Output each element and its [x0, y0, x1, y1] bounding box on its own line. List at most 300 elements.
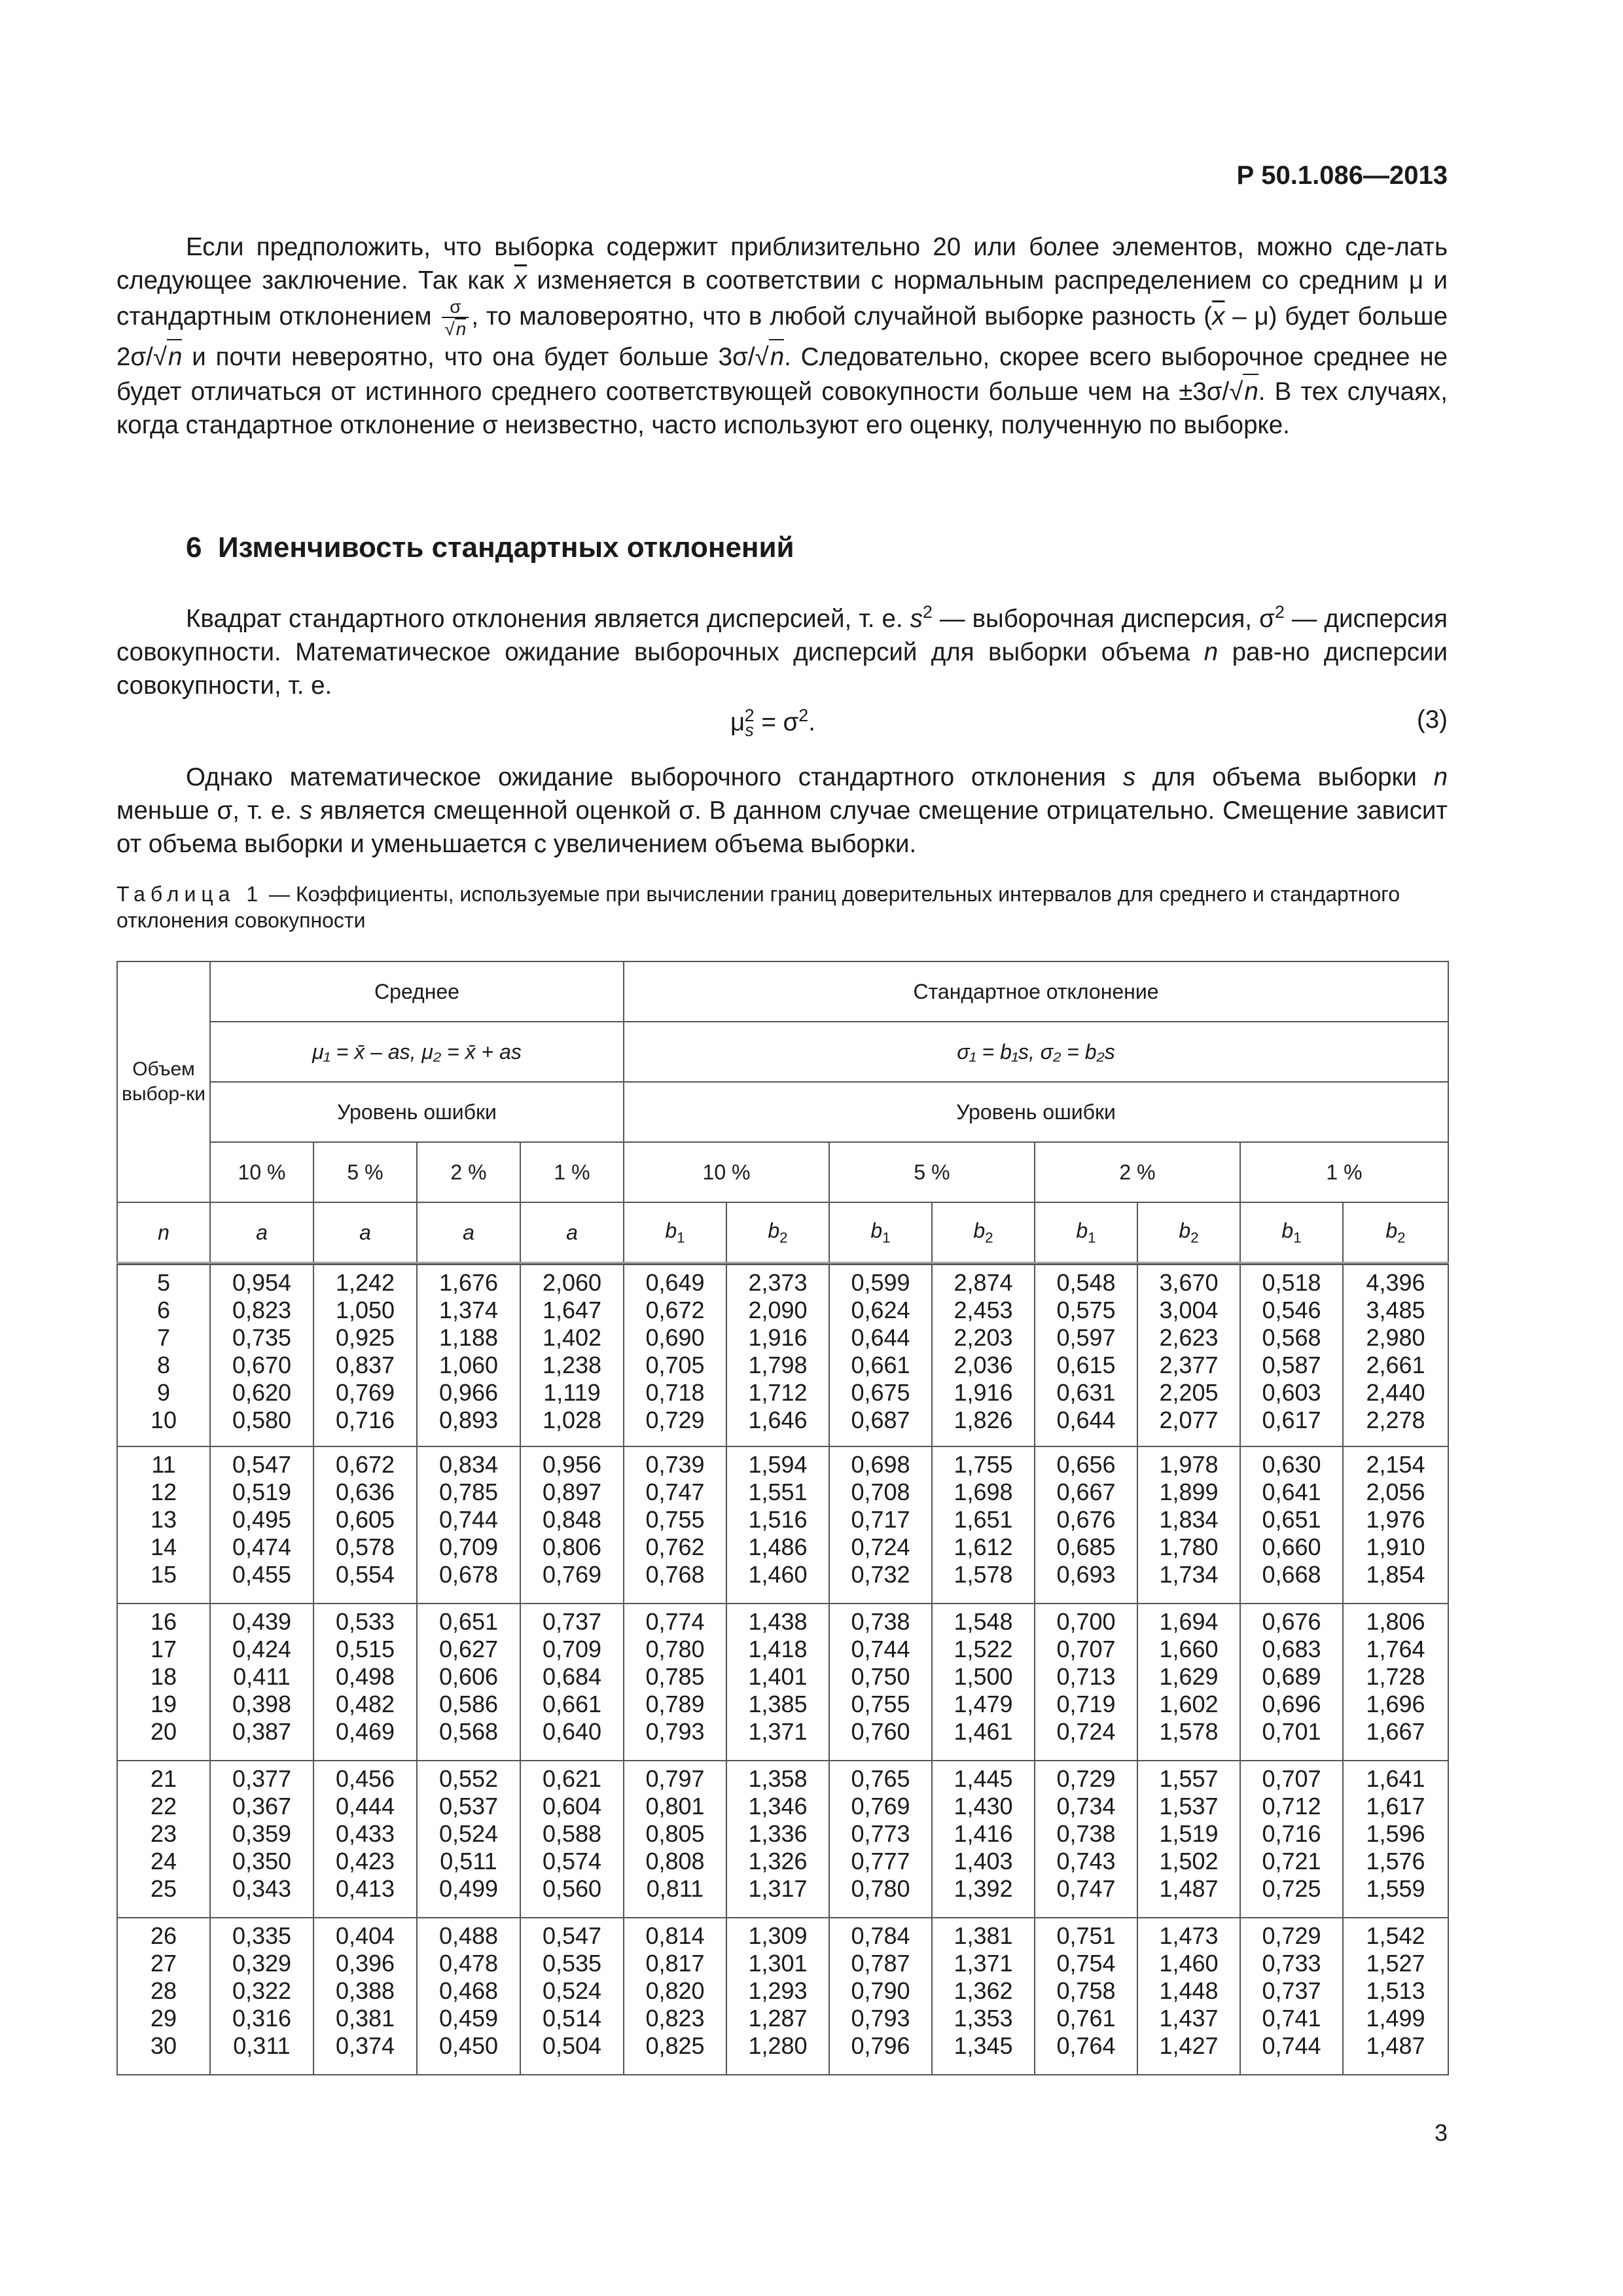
coefficient-value: 1,596 [1366, 1820, 1425, 1847]
coefficient-value: 0,701 [1262, 1718, 1321, 1745]
coefficient-value: 1,629 [1159, 1663, 1219, 1690]
coefficient-value: 0,738 [1056, 1820, 1116, 1847]
coefficient-value: 0,808 [645, 1848, 705, 1874]
coefficient-value: 0,404 [335, 1922, 395, 1949]
coefficient-value: 1,479 [954, 1691, 1013, 1717]
coefficient-value: 1,499 [1366, 2005, 1425, 2032]
coefficient-cell [520, 1918, 624, 2075]
coefficient-value: 0,709 [542, 1636, 602, 1662]
coefficient-value: 0,698 [851, 1451, 910, 1478]
coefficient-value: 1,578 [954, 1561, 1013, 1588]
coefficient-value: 0,780 [851, 1875, 910, 1902]
coefficient-value: 1,358 [748, 1765, 808, 1792]
coefficient-value: 0,474 [232, 1534, 292, 1560]
coefficient-value: 2,056 [1366, 1479, 1425, 1505]
header-symbol-b2: $b_2$ [1343, 1202, 1448, 1263]
coefficient-value: 1,293 [748, 1977, 808, 2004]
header-std-formula: σ₁ = b₁s, σ₂ = b₂s [624, 1022, 1448, 1082]
coefficient-value: 2,373 [748, 1269, 808, 1296]
sample-size-value: 21 [150, 1765, 177, 1792]
table-row-group [117, 1446, 1448, 1604]
coefficient-value: 0,548 [1056, 1269, 1116, 1296]
formula-body: $\mu_s^2 = \sigma^2$. [730, 706, 815, 740]
coefficient-value: 0,672 [645, 1297, 705, 1323]
header-error-level-mean: Уровень ошибки [210, 1082, 624, 1142]
coefficient-cell [1035, 1761, 1137, 1918]
header-level: 5 % [313, 1142, 417, 1202]
coefficient-value: 0,712 [1262, 1793, 1321, 1820]
coefficient-value: 0,651 [1262, 1506, 1321, 1533]
coefficient-value: 0,708 [851, 1479, 910, 1505]
coefficient-value: 1,651 [954, 1506, 1013, 1533]
coefficient-value: 1,578 [1159, 1718, 1219, 1745]
coefficient-value: 0,834 [438, 1451, 499, 1478]
coefficient-value: 0,644 [851, 1324, 910, 1351]
sample-size-value: 6 [156, 1297, 171, 1323]
coefficient-value: 0,604 [542, 1793, 602, 1820]
coefficient-value: 2,377 [1159, 1352, 1219, 1378]
coefficient-value: 1,696 [1366, 1691, 1425, 1717]
coefficient-value: 2,036 [954, 1352, 1013, 1378]
coefficient-cell [932, 1604, 1035, 1761]
coefficient-value: 1,647 [542, 1297, 602, 1323]
coefficient-value: 0,760 [851, 1718, 910, 1745]
coefficient-value: 0,687 [851, 1407, 910, 1433]
coefficient-cell [520, 1604, 624, 1761]
sample-size-value: 23 [150, 1820, 177, 1847]
coefficient-value: 1,527 [1366, 1950, 1425, 1977]
coefficient-value: 0,387 [232, 1718, 292, 1745]
coefficient-cell [520, 1761, 624, 1918]
coefficient-cell [932, 1761, 1035, 1918]
coefficient-value: 0,705 [645, 1352, 705, 1378]
coefficient-value: 0,823 [645, 2005, 705, 2032]
coefficient-value: 0,661 [851, 1352, 910, 1378]
header-symbol-b2: $b_2$ [1137, 1202, 1240, 1263]
sample-size-value: 24 [150, 1848, 177, 1874]
coefficient-value: 1,371 [954, 1950, 1013, 1977]
coefficient-value: 1,660 [1159, 1636, 1219, 1662]
coefficient-value: 4,396 [1366, 1269, 1425, 1296]
coefficient-value: 1,401 [748, 1663, 808, 1690]
coefficient-value: 0,790 [851, 1977, 910, 2004]
coefficient-value: 0,649 [645, 1269, 705, 1296]
coefficient-value: 0,738 [851, 1608, 910, 1635]
coefficient-value: 1,617 [1366, 1793, 1425, 1820]
coefficient-value: 3,004 [1159, 1297, 1219, 1323]
coefficient-value: 0,690 [645, 1324, 705, 1351]
coefficient-value: 0,966 [438, 1379, 499, 1406]
coefficient-value: 0,667 [1056, 1479, 1116, 1505]
coefficient-cell [210, 1918, 313, 2075]
coefficient-value: 0,495 [232, 1506, 292, 1533]
coefficient-value: 1,392 [954, 1875, 1013, 1902]
coefficient-cell [1343, 1265, 1448, 1446]
coefficient-value: 1,336 [748, 1820, 808, 1847]
coefficient-value: 1,519 [1159, 1820, 1219, 1847]
header-level: 10 % [624, 1142, 829, 1202]
document-code: Р 50.1.086—2013 [1236, 161, 1448, 190]
coefficient-value: 2,278 [1366, 1407, 1425, 1433]
coefficient-value: 0,755 [851, 1691, 910, 1717]
coefficient-value: 1,345 [954, 2032, 1013, 2059]
sample-size-value: 18 [150, 1663, 177, 1690]
coefficient-value: 0,823 [232, 1297, 292, 1323]
coefficient-value: 0,640 [542, 1718, 602, 1745]
coefficient-value: 3,485 [1366, 1297, 1425, 1323]
coefficient-value: 0,631 [1056, 1379, 1116, 1406]
coefficient-value: 0,721 [1262, 1848, 1321, 1874]
coefficient-cell [624, 1446, 726, 1604]
coefficient-value: 1,559 [1366, 1875, 1425, 1902]
coefficient-value: 1,500 [954, 1663, 1013, 1690]
coefficient-cell [829, 1761, 932, 1918]
coefficient-value: 1,502 [1159, 1848, 1219, 1874]
header-symbol-n: n [117, 1202, 210, 1263]
page-number: 3 [1434, 2119, 1448, 2146]
coefficient-value: 1,712 [748, 1379, 808, 1406]
coefficient-value: 1,238 [542, 1352, 602, 1378]
coefficient-value: 0,724 [1056, 1718, 1116, 1745]
coefficient-value: 1,548 [954, 1608, 1013, 1635]
sample-size-value: 7 [156, 1324, 171, 1351]
coefficient-value: 0,734 [1056, 1793, 1116, 1820]
table-row-group [117, 1761, 1448, 1918]
coefficient-value: 0,586 [438, 1691, 499, 1717]
coefficient-value: 0,724 [851, 1534, 910, 1560]
coefficient-value: 1,371 [748, 1718, 808, 1745]
header-level: 2 % [1035, 1142, 1240, 1202]
coefficient-cell [210, 1265, 313, 1446]
coefficient-value: 1,280 [748, 2032, 808, 2059]
coefficient-value: 0,322 [232, 1977, 292, 2004]
coefficient-cell [313, 1446, 417, 1604]
header-symbol-b1: $b_1$ [829, 1202, 932, 1263]
coefficient-value: 0,335 [232, 1922, 292, 1949]
coefficient-value: 0,750 [851, 1663, 910, 1690]
coefficient-cell [1240, 1604, 1343, 1761]
coefficient-value: 0,797 [645, 1765, 705, 1792]
coefficient-cell [1035, 1446, 1137, 1604]
coefficient-value: 0,672 [335, 1451, 395, 1478]
coefficient-value: 0,574 [542, 1848, 602, 1874]
coefficient-value: 0,367 [232, 1793, 292, 1820]
coefficient-cell [1137, 1265, 1240, 1446]
paragraph-sample-mean: Если предположить, что выборка содержит приблизительно 20 или более элементов, можно сде-лать следующее заключение. Так как $\overline{x}$ изменяется в соответствии с нормальным распределением со средним μ и стандартным отклонением $\frac{\sigma}{√n}$ , то маловероятно, что в любой случайной выборке разность $(\overline{x} - \mu)$ будет больше 2σ/√n и почти невероятно, что она будет больше 3σ/√n. Следовательно, скорее всего выборочное среднее не будет отличаться от истинного среднего соответствующей совокупности больше чем на ±3σ/√n. В тех случаях, когда стандартное отклонение σ неизвестно, часто используют его оценку, полученную по выборке. [116, 233, 1448, 439]
table-row-group [117, 1265, 1448, 1446]
coefficient-value: 0,785 [645, 1663, 705, 1690]
coefficient-cell [624, 1604, 726, 1761]
coefficient-value: 0,683 [1262, 1636, 1321, 1662]
coefficient-cell [417, 1446, 520, 1604]
coefficient-value: 2,203 [954, 1324, 1013, 1351]
coefficient-cell [624, 1265, 726, 1446]
coefficient-value: 0,817 [645, 1950, 705, 1977]
coefficient-value: 1,374 [438, 1297, 499, 1323]
coefficient-value: 0,606 [438, 1663, 499, 1690]
coefficient-cell [726, 1265, 829, 1446]
coefficient-value: 0,700 [1056, 1608, 1116, 1635]
coefficient-value: 0,954 [232, 1269, 292, 1296]
header-mean-formula: μ₁ = x̄ – as, μ₂ = x̄ + as [210, 1022, 624, 1082]
coefficient-value: 0,685 [1056, 1534, 1116, 1560]
coefficient-value: 0,729 [1056, 1765, 1116, 1792]
coefficient-value: 0,793 [645, 1718, 705, 1745]
coefficient-value: 2,980 [1366, 1324, 1425, 1351]
coefficient-value: 1,602 [1159, 1691, 1219, 1717]
coefficient-value: 0,444 [335, 1793, 395, 1820]
sample-size-value: 11 [151, 1451, 176, 1478]
coefficient-value: 0,717 [851, 1506, 910, 1533]
coefficient-cell [313, 1265, 417, 1446]
coefficient-value: 0,660 [1262, 1534, 1321, 1560]
coefficient-value: 1,646 [748, 1407, 808, 1433]
coefficient-value: 1,362 [954, 1977, 1013, 2004]
coefficient-value: 0,537 [438, 1793, 499, 1820]
coefficient-value: 1,576 [1366, 1848, 1425, 1874]
coefficient-cell [624, 1918, 726, 2075]
coefficient-value: 0,482 [335, 1691, 395, 1717]
coefficient-value: 1,755 [954, 1451, 1013, 1478]
coefficient-value: 0,718 [645, 1379, 705, 1406]
coefficient-value: 1,119 [543, 1379, 601, 1406]
coefficient-value: 0,893 [438, 1407, 499, 1433]
sample-size-value: 13 [150, 1506, 177, 1533]
coefficient-value: 0,515 [335, 1636, 395, 1662]
header-std: Стандартное отклонение [624, 961, 1448, 1022]
coefficient-cell [313, 1761, 417, 1918]
header-symbol-a: a [417, 1202, 520, 1263]
coefficient-value: 0,747 [645, 1479, 705, 1505]
coefficient-value: 0,547 [542, 1922, 602, 1949]
coefficient-value: 0,814 [645, 1922, 705, 1949]
coefficient-value: 0,396 [335, 1950, 395, 1977]
coefficient-value: 0,762 [645, 1534, 705, 1560]
coefficient-value: 0,644 [1056, 1407, 1116, 1433]
sample-size-value: 15 [150, 1561, 177, 1588]
coefficient-value: 0,848 [542, 1506, 602, 1533]
header-symbol-b2: $b_2$ [932, 1202, 1035, 1263]
coefficient-value: 1,430 [954, 1793, 1013, 1820]
coefficient-cell [1035, 1918, 1137, 2075]
coefficient-cell [313, 1918, 417, 2075]
coefficient-value: 2,060 [542, 1269, 602, 1296]
coefficient-cell [1137, 1604, 1240, 1761]
coefficient-value: 0,511 [440, 1848, 497, 1874]
header-symbol-b2: $b_2$ [726, 1202, 829, 1263]
coefficient-cell [417, 1918, 520, 2075]
coefficient-cell [829, 1446, 932, 1604]
sample-size-value: 10 [150, 1407, 177, 1433]
header-level: 1 % [1240, 1142, 1448, 1202]
coefficient-value: 0,744 [1262, 2032, 1321, 2059]
coefficient-value: 0,741 [1262, 2005, 1321, 2032]
coefficient-cell [417, 1265, 520, 1446]
coefficient-value: 1,694 [1159, 1608, 1219, 1635]
coefficient-value: 0,837 [335, 1352, 395, 1378]
coefficient-value: 0,469 [335, 1718, 395, 1745]
coefficient-cell [1240, 1918, 1343, 2075]
coefficient-value: 0,455 [232, 1561, 292, 1588]
coefficient-value: 1,437 [1159, 2005, 1219, 2032]
coefficient-cell [313, 1604, 417, 1761]
coefficient-value: 0,424 [232, 1636, 292, 1662]
coefficient-value: 0,925 [335, 1324, 395, 1351]
coefficient-value: 1,353 [954, 2005, 1013, 2032]
coefficient-value: 1,460 [748, 1561, 808, 1588]
coefficient-value: 1,537 [1159, 1793, 1219, 1820]
coefficient-value: 0,784 [851, 1922, 910, 1949]
sample-size-value: 29 [150, 2005, 177, 2032]
header-symbol-b1: $b_1$ [1240, 1202, 1343, 1263]
coefficient-value: 0,744 [851, 1636, 910, 1662]
coefficient-value: 0,696 [1262, 1691, 1321, 1717]
coefficient-value: 0,751 [1056, 1922, 1116, 1949]
coefficient-value: 0,388 [335, 1977, 395, 2004]
coefficient-cell [1137, 1918, 1240, 2075]
coefficient-value: 0,769 [335, 1379, 395, 1406]
coefficient-value: 2,440 [1366, 1379, 1425, 1406]
coefficient-value: 0,713 [1056, 1663, 1116, 1690]
coefficient-value: 0,350 [232, 1848, 292, 1874]
coefficient-value: 0,719 [1056, 1691, 1116, 1717]
header-symbol-b1: $b_1$ [1035, 1202, 1137, 1263]
coefficient-value: 1,551 [748, 1479, 808, 1505]
coefficient-value: 0,675 [851, 1379, 910, 1406]
coefficient-value: 0,547 [232, 1451, 292, 1478]
coefficient-value: 0,624 [851, 1297, 910, 1323]
coefficient-value: 0,651 [438, 1608, 499, 1635]
coefficient-value: 0,789 [645, 1691, 705, 1717]
table-body [117, 1265, 1448, 2075]
coefficient-value: 0,514 [542, 2005, 602, 2032]
coefficient-value: 1,381 [954, 1922, 1013, 1949]
coefficient-value: 1,910 [1366, 1534, 1425, 1560]
coefficient-value: 0,725 [1262, 1875, 1321, 1902]
coefficient-value: 0,374 [335, 2032, 395, 2059]
coefficient-value: 0,630 [1262, 1451, 1321, 1478]
coefficient-value: 0,764 [1056, 2032, 1116, 2059]
coefficient-value: 0,787 [851, 1950, 910, 1977]
coefficient-value: 0,504 [542, 2032, 602, 2059]
coefficient-value: 1,516 [748, 1506, 808, 1533]
coefficient-value: 0,744 [438, 1506, 499, 1533]
coefficient-cell [726, 1446, 829, 1604]
coefficient-value: 0,533 [335, 1608, 395, 1635]
coefficient-value: 0,806 [542, 1534, 602, 1560]
coefficient-value: 1,612 [954, 1534, 1013, 1560]
sample-size-value: 22 [150, 1793, 177, 1820]
coefficient-value: 0,398 [232, 1691, 292, 1717]
coefficient-cell [1240, 1761, 1343, 1918]
header-symbol-a: a [313, 1202, 417, 1263]
coefficient-value: 2,205 [1159, 1379, 1219, 1406]
coefficient-value: 1,542 [1366, 1922, 1425, 1949]
coefficient-value: 2,874 [954, 1269, 1013, 1296]
paragraph-variance: Квадрат стандартного отклонения является дисперсией, т. е. $s^2$ — выборочная дисперсия, $\sigma^2$ — дисперсия совокупности. Математическое ожидание выборочных дисперсий для выборки объема n рав-но дисперсии совокупности, т. е. [116, 602, 1448, 700]
coefficient-value: 1,448 [1159, 1977, 1219, 2004]
coefficient-value: 0,668 [1262, 1561, 1321, 1588]
coefficient-value: 1,317 [748, 1875, 808, 1902]
paragraph-bias: Однако математическое ожидание выборочного стандартного отклонения s для объема выборки n меньше σ, т. е. s является смещенной оценкой σ. В данном случае смещение отрицательно. Смещение зависит от объема выборки и уменьшается с увеличением объема выборки. [116, 763, 1448, 858]
coefficient-value: 0,599 [851, 1269, 910, 1296]
coefficient-value: 0,716 [1262, 1820, 1321, 1847]
coefficient-value: 0,423 [335, 1848, 395, 1874]
sample-size-value: 5 [156, 1269, 171, 1296]
coefficient-cell [932, 1446, 1035, 1604]
coefficient-value: 0,729 [1262, 1922, 1321, 1949]
coefficient-value: 1,916 [748, 1324, 808, 1351]
coefficient-cell [1137, 1446, 1240, 1604]
coefficient-value: 2,453 [954, 1297, 1013, 1323]
header-level: 1 % [520, 1142, 624, 1202]
header-symbol-b1: $b_1$ [624, 1202, 726, 1263]
coefficient-value: 0,615 [1056, 1352, 1116, 1378]
coefficient-value: 0,377 [232, 1765, 292, 1792]
coefficient-value: 0,811 [646, 1875, 704, 1902]
sample-size-value: 14 [150, 1534, 177, 1560]
coefficient-value: 1,641 [1366, 1765, 1425, 1792]
coefficient-value: 0,605 [335, 1506, 395, 1533]
coefficient-cell [726, 1604, 829, 1761]
coefficient-value: 1,418 [748, 1636, 808, 1662]
coefficient-value: 1,594 [748, 1451, 808, 1478]
coefficient-value: 0,733 [1262, 1950, 1321, 1977]
coefficient-value: 1,698 [954, 1479, 1013, 1505]
table-row-group [117, 1604, 1448, 1761]
coefficient-value: 1,242 [335, 1269, 395, 1296]
coefficient-value: 0,413 [335, 1875, 395, 1902]
sample-size-value: 25 [150, 1875, 177, 1902]
sample-size-value: 8 [156, 1352, 171, 1378]
coefficient-value: 0,825 [645, 2032, 705, 2059]
coefficient-cell [932, 1918, 1035, 2075]
coefficient-value: 0,758 [1056, 1977, 1116, 2004]
coefficient-value: 1,309 [748, 1922, 808, 1949]
coefficient-value: 1,050 [335, 1297, 395, 1323]
coefficient-value: 0,456 [335, 1765, 395, 1792]
coefficient-cell [829, 1604, 932, 1761]
coefficient-cell [1240, 1265, 1343, 1446]
coefficient-value: 0,765 [851, 1765, 910, 1792]
coefficient-value: 1,402 [542, 1324, 602, 1351]
coefficient-value: 0,641 [1262, 1479, 1321, 1505]
coefficient-value: 0,670 [232, 1352, 292, 1378]
coefficient-value: 0,578 [335, 1534, 395, 1560]
coefficient-value: 1,326 [748, 1848, 808, 1874]
coefficient-value: 0,732 [851, 1561, 910, 1588]
coefficient-value: 0,468 [438, 1977, 499, 2004]
coefficient-value: 0,656 [1056, 1451, 1116, 1478]
coefficient-value: 1,899 [1159, 1479, 1219, 1505]
coefficient-value: 1,734 [1159, 1561, 1219, 1588]
coefficient-value: 0,693 [1056, 1561, 1116, 1588]
coefficient-cell [1343, 1918, 1448, 2075]
coefficient-value: 1,287 [748, 2005, 808, 2032]
coefficient-value: 1,826 [954, 1407, 1013, 1433]
equation-number: (3) [1416, 706, 1448, 734]
coefficient-cell [210, 1604, 313, 1761]
coefficient-value: 1,780 [1159, 1534, 1219, 1560]
coefficient-value: 0,785 [438, 1479, 499, 1505]
sample-size-cell [117, 1446, 210, 1604]
coefficient-value: 1,346 [748, 1793, 808, 1820]
coefficient-value: 0,588 [542, 1820, 602, 1847]
coefficient-value: 0,707 [1056, 1636, 1116, 1662]
table-caption: Таблица 1 — Коэффициенты, используемые при вычислении границ доверительных интервалов для среднего и стандартного отклонения совокупности [116, 882, 1400, 932]
coefficient-value: 0,780 [645, 1636, 705, 1662]
coefficient-value: 0,689 [1262, 1663, 1321, 1690]
